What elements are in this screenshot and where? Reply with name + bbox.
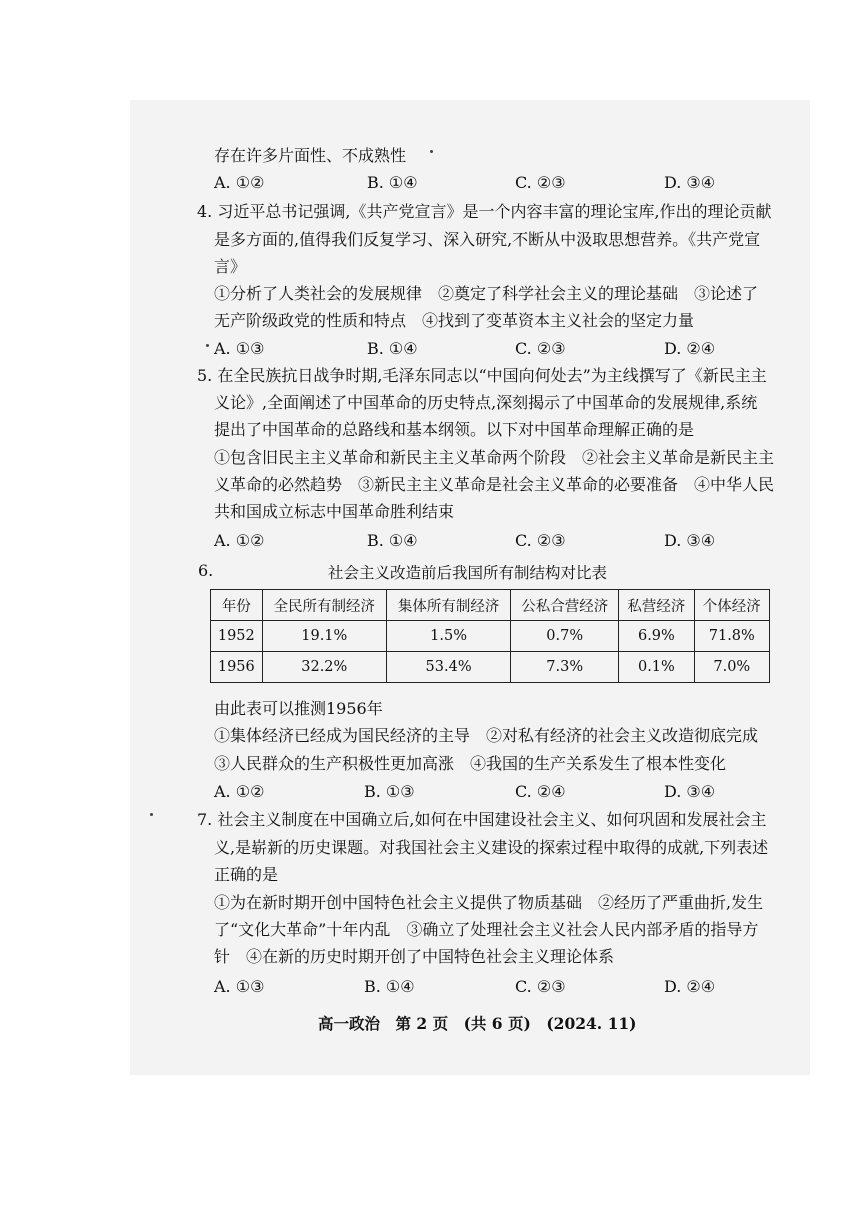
q7-line: ①为在新时期开创中国特色社会主义提供了物质基础 ②经历了严重曲折,发生 bbox=[214, 893, 764, 912]
scan-speck bbox=[206, 344, 209, 347]
q3-option-b: B. ①④ bbox=[367, 173, 418, 192]
table-header-cell: 集体所有制经济 bbox=[386, 590, 510, 621]
table-cell: 0.7% bbox=[511, 621, 619, 652]
table-header-cell: 年份 bbox=[211, 590, 263, 621]
table-cell: 7.0% bbox=[694, 652, 769, 683]
q5-line: 义论》,全面阐述了中国革命的历史特点,深刻揭示了中国革命的发展规律,系统 bbox=[214, 393, 758, 412]
q5-option-b: B. ①④ bbox=[367, 531, 418, 550]
table-cell: 6.9% bbox=[619, 621, 694, 652]
q6-line: 由此表可以推测1956年 bbox=[214, 699, 383, 718]
q5-line: 共和国成立标志中国革命胜利结束 bbox=[214, 502, 455, 521]
scan-speck bbox=[430, 150, 433, 153]
q5-line: ①包含旧民主主义革命和新民主主义革命两个阶段 ②社会主义革命是新民主主 bbox=[214, 448, 775, 467]
q4-line: 言》 bbox=[214, 257, 247, 276]
q5-option-c: C. ②③ bbox=[515, 531, 566, 550]
table-header-row bbox=[211, 590, 770, 621]
q4-option-d: D. ②④ bbox=[664, 339, 716, 358]
table-cell: 71.8% bbox=[694, 621, 769, 652]
q5-line: 提出了中国革命的总路线和基本纲领。以下对中国革命理解正确的是 bbox=[214, 420, 695, 439]
q6-table-title: 社会主义改造前后我国所有制结构对比表 bbox=[328, 564, 608, 582]
q5-line: 5. 在全民族抗日战争时期,毛泽东同志以“中国向何处去”为主线撰写了《新民主主 bbox=[197, 366, 767, 385]
table-cell: 1956 bbox=[211, 652, 263, 683]
table-header-cell: 私营经济 bbox=[619, 590, 694, 621]
q4-line: ①分析了人类社会的发展规律 ②奠定了科学社会主义的理论基础 ③论述了 bbox=[214, 284, 759, 303]
q3-option-d: D. ③④ bbox=[664, 173, 716, 192]
q7-option-b: B. ①④ bbox=[364, 977, 415, 996]
q7-line: 针 ④在新的历史时期开创了中国特色社会主义理论体系 bbox=[214, 947, 615, 966]
q7-line: 正确的是 bbox=[214, 865, 279, 884]
q7-line: 义,是崭新的历史课题。对我国社会主义建设的探索过程中取得的成就,下列表述 bbox=[214, 838, 769, 857]
q7-line: 了“文化大革命”十年内乱 ③确立了处理社会主义社会人民内部矛盾的指导方 bbox=[214, 920, 759, 939]
table-cell: 53.4% bbox=[386, 652, 510, 683]
q5-option-a: A. ①② bbox=[214, 531, 265, 550]
q6-option-c: C. ②④ bbox=[515, 782, 566, 801]
q4-option-a: A. ①③ bbox=[214, 339, 265, 358]
q4-option-c: C. ②③ bbox=[515, 339, 566, 358]
q7-line: 7. 社会主义制度在中国确立后,如何在中国建设社会主义、如何巩固和发展社会主 bbox=[197, 810, 767, 829]
table-row bbox=[211, 652, 770, 683]
table-cell: 0.1% bbox=[619, 652, 694, 683]
q7-option-c: C. ②③ bbox=[515, 977, 566, 996]
q4-line: 无产阶级政党的性质和特点 ④找到了变革资本主义社会的坚定力量 bbox=[214, 311, 695, 330]
q4-line: 是多方面的,值得我们反复学习、深入研究,不断从中汲取思想营养。《共产党宣 bbox=[214, 230, 761, 249]
q7-option-d: D. ②④ bbox=[664, 977, 716, 996]
q5-line: 义革命的必然趋势 ③新民主主义革命是社会主义革命的必要准备 ④中华人民 bbox=[214, 475, 775, 494]
ownership-table bbox=[210, 589, 770, 683]
table-row bbox=[211, 621, 770, 652]
table-header-cell: 公私合营经济 bbox=[511, 590, 619, 621]
table-cell: 1.5% bbox=[386, 621, 510, 652]
table-header-cell: 个体经济 bbox=[694, 590, 769, 621]
table-cell: 32.2% bbox=[262, 652, 386, 683]
table-header-cell: 全民所有制经济 bbox=[262, 590, 386, 621]
q4-option-b: B. ①④ bbox=[367, 339, 418, 358]
q6-line: ③人民群众的生产积极性更加高涨 ④我国的生产关系发生了根本性变化 bbox=[214, 754, 727, 773]
q3-tail: 存在许多片面性、不成熟性 bbox=[214, 146, 407, 165]
q6-number: 6. bbox=[198, 561, 214, 580]
scan-speck bbox=[150, 813, 153, 816]
q6-option-a: A. ①② bbox=[214, 782, 265, 801]
page-footer: 高一政治 第 2 页 (共 6 页) (2024. 11) bbox=[318, 1014, 637, 1033]
table-cell: 1952 bbox=[211, 621, 263, 652]
table-cell: 19.1% bbox=[262, 621, 386, 652]
q3-option-c: C. ②③ bbox=[515, 173, 566, 192]
q7-option-a: A. ①③ bbox=[214, 977, 265, 996]
q6-line: ①集体经济已经成为国民经济的主导 ②对私有经济的社会主义改造彻底完成 bbox=[214, 726, 759, 745]
table-cell: 7.3% bbox=[511, 652, 619, 683]
q3-option-a: A. ①② bbox=[214, 173, 265, 192]
q4-line: 4. 习近平总书记强调,《共产党宣言》是一个内容丰富的理论宝库,作出的理论贡献 bbox=[197, 202, 772, 221]
q6-option-b: B. ①③ bbox=[364, 782, 415, 801]
q5-option-d: D. ③④ bbox=[664, 531, 716, 550]
q6-option-d: D. ③④ bbox=[664, 782, 716, 801]
